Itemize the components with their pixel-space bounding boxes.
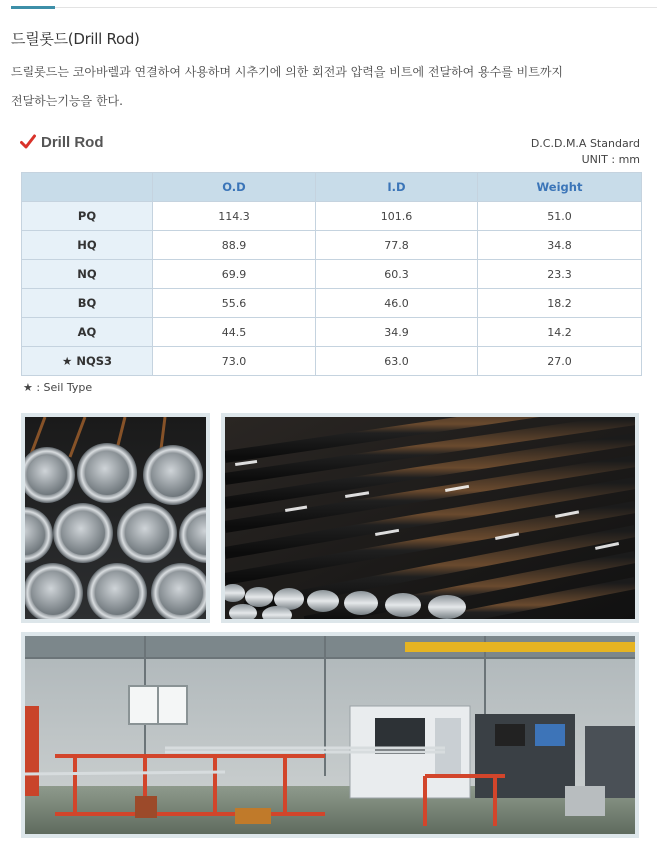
page-description [11, 58, 631, 116]
table-row [22, 289, 642, 318]
cell-id: 46.0 [316, 289, 478, 318]
cell-id: 60.3 [316, 260, 478, 289]
table-header-row [22, 173, 642, 202]
cell-od: 55.6 [153, 289, 316, 318]
cell-weight: 18.2 [478, 289, 642, 318]
drill-rod-spec-table [21, 172, 642, 376]
top-accent-bar [11, 6, 55, 9]
table-row [22, 260, 642, 289]
section-header [20, 132, 104, 152]
page-title: 드릴롯드(Drill Rod) [11, 30, 140, 48]
row-label: PQ [22, 202, 153, 231]
photo-workshop [21, 632, 639, 838]
check-icon [20, 134, 36, 150]
section-title: Drill Rod [41, 133, 104, 151]
photo-pipe-ends [21, 413, 210, 623]
table-row [22, 202, 642, 231]
table-row [22, 318, 642, 347]
cell-weight: 23.3 [478, 260, 642, 289]
table-row [22, 347, 642, 376]
row-label: HQ [22, 231, 153, 260]
column-header-od: O.D [153, 173, 316, 202]
cell-id: 34.9 [316, 318, 478, 347]
table-row [22, 231, 642, 260]
standard-label: D.C.D.M.A Standard [530, 137, 640, 150]
cell-od: 114.3 [153, 202, 316, 231]
seil-type-note: ★ : Seil Type [23, 381, 93, 394]
cell-id: 77.8 [316, 231, 478, 260]
cell-od: 88.9 [153, 231, 316, 260]
top-divider [55, 7, 657, 8]
row-label: BQ [22, 289, 153, 318]
cell-weight: 51.0 [478, 202, 642, 231]
row-label: ★ NQS3 [22, 347, 153, 376]
cell-od: 44.5 [153, 318, 316, 347]
cell-weight: 27.0 [478, 347, 642, 376]
pipe-ends-illustration [25, 417, 206, 619]
column-header-id: I.D [316, 173, 478, 202]
column-header-weight: Weight [478, 173, 642, 202]
column-header-model [22, 173, 153, 202]
cell-od: 73.0 [153, 347, 316, 376]
standard-info [531, 136, 640, 168]
workshop-illustration [25, 636, 635, 834]
drill-rods-illustration [225, 417, 635, 619]
row-label: AQ [22, 318, 153, 347]
unit-label: UNIT : mm [581, 153, 640, 166]
cell-weight: 34.8 [478, 231, 642, 260]
cell-id: 63.0 [316, 347, 478, 376]
row-label: NQ [22, 260, 153, 289]
cell-od: 69.9 [153, 260, 316, 289]
cell-id: 101.6 [316, 202, 478, 231]
cell-weight: 14.2 [478, 318, 642, 347]
description-line-2: 전달하는기능을 한다. [11, 94, 123, 108]
description-line-1: 드릴롯드는 코아바렐과 연결하여 사용하며 시추기에 의한 회전과 압력을 비트에 전달하여 용수를 비트까지 [11, 65, 564, 79]
photo-drill-rods [221, 413, 639, 623]
